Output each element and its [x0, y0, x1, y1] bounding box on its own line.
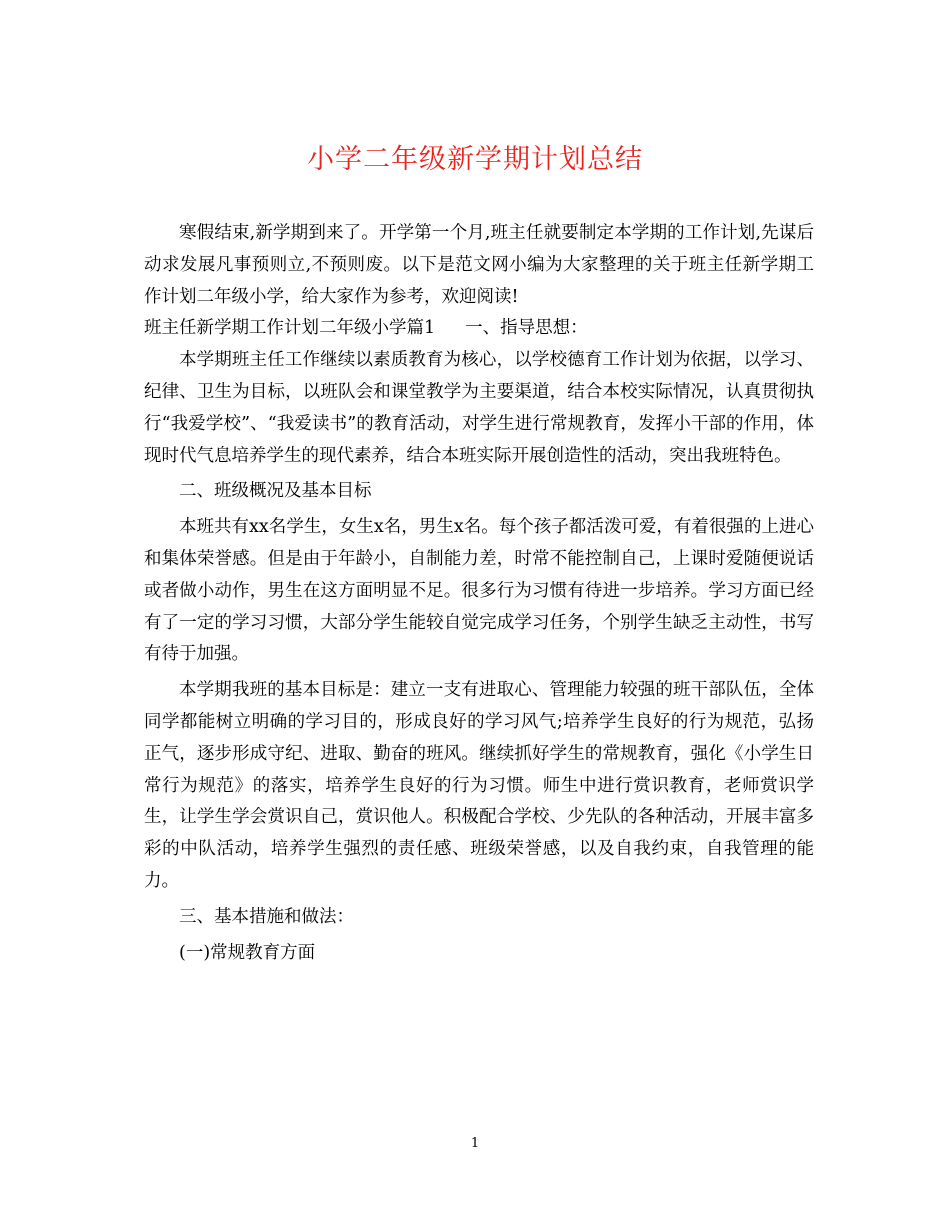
guide-paragraph: 本学期班主任工作继续以素质教育为核心，以学校德育工作计划为依据，以学习、纪律、卫生为目标，以班队会和课堂教学为主要渠道，结合本校实际情况，认真贯彻执行“我爱学校”、“我爱读书”的教育活动，对学生进行常规教育，发挥小干部的作用，体现时代气息培养学生的现代素养，结合本班实际开展创造性的活动，突出我班特色。	[144, 350, 814, 466]
intro-paragraph: 寒假结束,新学期到来了。开学第一个月,班主任就要制定本学期的工作计划,先谋后动求发展凡事预则立,不预则废。以下是范文网小编为大家整理的关于班主任新学期工作计划二年级小学，给大家作为参考，欢迎阅读!	[144, 223, 814, 307]
measures-heading: 三、基本措施和做法：	[179, 906, 354, 927]
section-heading-row	[144, 313, 814, 345]
guide-heading: 一、指导思想：	[465, 318, 588, 339]
class-paragraph: 本班共有xx名学生，女生x名，男生x名。每个孩子都活泼可爱，有着很强的上进心和集体荣誉感。但是由于年龄小，自制能力差，时常不能控制自己，上课时爱随便说话或者做小动作，男生在这方面明显不足。很多行为习惯有待进一步培养。学习方面已经有了一定的学习习惯，大部分学生能较自觉完成学习任务，个别学生缺乏主动性，书写有待于加强。	[144, 517, 814, 665]
class-heading: 二、班级概况及基本目标	[179, 481, 372, 502]
routine-heading: (一)常规教育方面	[179, 942, 316, 963]
page-number: 1	[470, 1136, 480, 1151]
document-title: 小学二年级新学期计划总结	[307, 144, 643, 175]
document-body	[144, 218, 814, 969]
section-heading: 班主任新学期工作计划二年级小学篇1	[144, 318, 436, 339]
goal-paragraph: 本学期我班的基本目标是：建立一支有进取心、管理能力较强的班干部队伍，全体同学都能树立明确的学习目的，形成良好的学习风气;培养学生良好的行为规范，弘扬正气，逐步形成守纪、进取、勤奋的班风。继续抓好学生的常规教育，强化《小学生日常行为规范》的落实，培养学生良好的行为习惯。师生中进行赏识教育，老师赏识学生，让学生学会赏识自己，赏识他人。积极配合学校、少先队的各种活动，开展丰富多彩的中队活动，培养学生强烈的责任感、班级荣誉感，以及自我约束，自我管理的能力。	[144, 680, 814, 891]
